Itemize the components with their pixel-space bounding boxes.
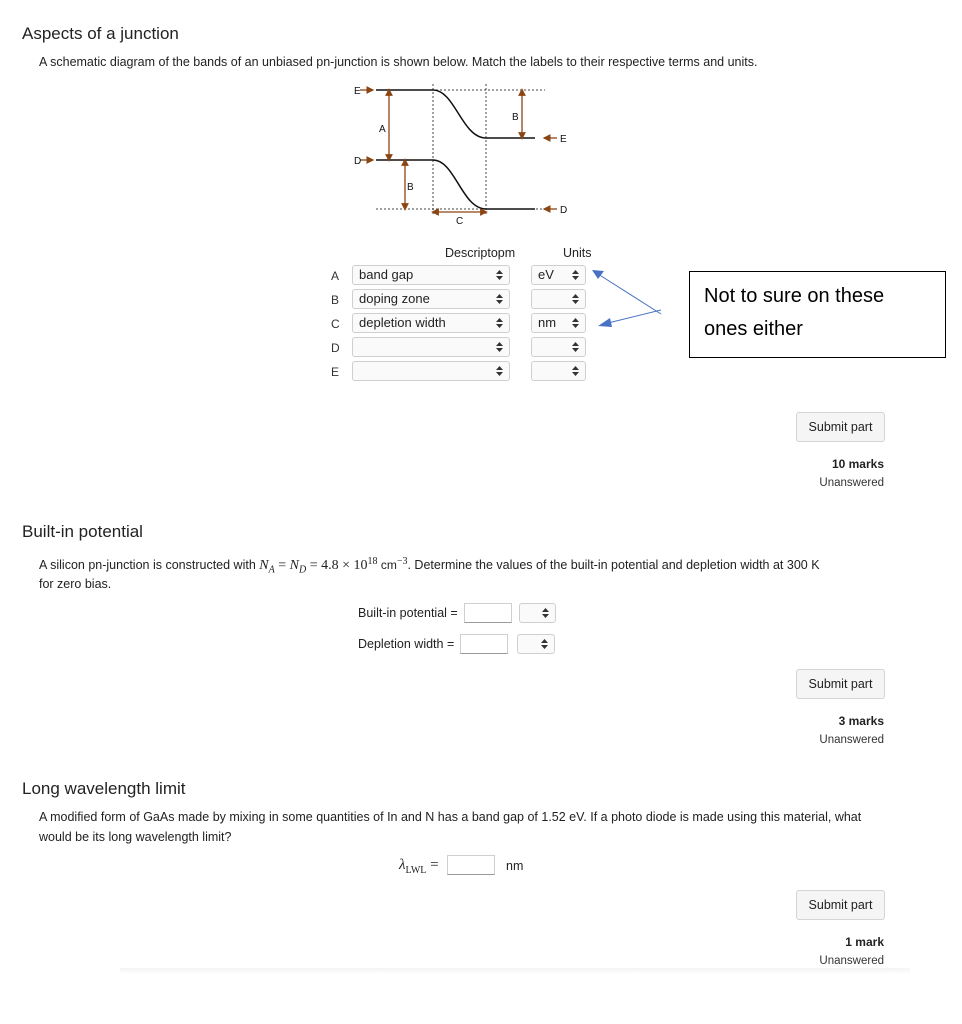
select-arrows-icon — [572, 317, 579, 329]
depletion-width-input[interactable] — [460, 634, 508, 654]
q2-prompt-text: A silicon pn-junction is constructed with — [39, 558, 260, 573]
math-exp-m3: −3 — [396, 556, 408, 567]
q2-prompt-c: for zero bias. — [39, 577, 112, 591]
bottom-shadow-divider — [120, 968, 910, 974]
math-unit-cm: cm — [377, 558, 397, 573]
marks-q1: 10 marks — [831, 457, 884, 471]
row-label-c: C — [331, 317, 340, 331]
status-q3: Unanswered — [819, 955, 884, 967]
unit-select-b[interactable] — [531, 289, 586, 309]
q2-prompt — [39, 552, 820, 581]
description-select-value: band gap — [359, 267, 414, 282]
unit-select-a[interactable] — [531, 265, 586, 285]
q2-title: Built-in potential — [22, 522, 143, 541]
annotation-line-upper — [598, 274, 661, 314]
diagram-label-b-lower: B — [407, 182, 414, 193]
marks-q2: 3 marks — [838, 714, 884, 728]
description-select-e[interactable] — [352, 361, 510, 381]
depletion-width-unit-select[interactable] — [517, 634, 555, 654]
submit-part-button-q3[interactable]: Submit part — [796, 890, 885, 920]
description-select-a[interactable] — [352, 265, 510, 285]
select-arrows-icon — [496, 317, 503, 329]
unit-select-e[interactable] — [531, 361, 586, 381]
math-lambda-sub: LWL — [405, 865, 427, 876]
description-select-value: doping zone — [359, 291, 430, 306]
annotation-arrowhead-upper — [592, 270, 604, 279]
math-eq1: = — [274, 558, 290, 574]
annotation-note: Not to sure on these ones either — [689, 271, 946, 358]
select-arrows-icon — [572, 365, 579, 377]
unit-select-c[interactable] — [531, 313, 586, 333]
row-label-a: A — [331, 269, 340, 283]
select-arrows-icon — [496, 365, 503, 377]
description-select-b[interactable] — [352, 289, 510, 309]
status-q1: Unanswered — [819, 477, 884, 489]
select-arrows-icon — [542, 607, 549, 619]
select-arrows-icon — [541, 638, 548, 650]
submit-part-button-q2[interactable]: Submit part — [796, 669, 885, 699]
annotation-line-lower — [608, 310, 661, 323]
row-label-d: D — [331, 341, 340, 355]
unit-select-value: nm — [538, 315, 557, 330]
diagram-label-d-left: D — [354, 156, 362, 167]
select-arrows-icon — [496, 269, 503, 281]
math-lambda: λ — [399, 857, 406, 873]
select-arrows-icon — [496, 293, 503, 305]
q1-prompt: A schematic diagram of the bands of an unbiased pn-junction is shown below. Match the labels to their respective terms and units. — [39, 55, 758, 69]
diagram-label-a: A — [379, 124, 386, 135]
select-arrows-icon — [496, 341, 503, 353]
math-exp-18: 18 — [367, 556, 378, 567]
unit-select-d[interactable] — [531, 337, 586, 357]
q3-prompt-a: A modified form of GaAs made by mixing in some quantities of In and N has a band gap of 1.52 eV. If a photo diode is made using this material, what — [39, 810, 862, 824]
submit-part-button-q1[interactable]: Submit part — [796, 412, 885, 442]
built-in-potential-input[interactable] — [464, 603, 512, 623]
built-in-potential-unit-select[interactable] — [519, 603, 556, 623]
annotation-arrowhead-lower — [598, 318, 612, 327]
math-na: N — [259, 558, 269, 574]
math-eq2: = 4.8 × 10 — [306, 558, 368, 574]
unit-select-value: eV — [538, 267, 554, 282]
long-wavelength-input[interactable] — [447, 855, 495, 875]
depletion-width-label: Depletion width = — [358, 637, 455, 651]
q3-prompt-b: would be its long wavelength limit? — [39, 830, 232, 844]
q2-prompt-text-b: . Determine the values of the built-in potential and depletion width at 300 K — [407, 558, 820, 573]
annotation-arrows — [586, 262, 676, 334]
row-label-b: B — [331, 293, 340, 307]
column-header-description: Descriptopm — [445, 246, 516, 260]
diagram-label-b-upper: B — [512, 112, 519, 123]
built-in-potential-label: Built-in potential = — [358, 606, 458, 620]
diagram-label-e-left: E — [354, 86, 361, 97]
diagram-label-d-right: D — [560, 205, 568, 216]
row-label-e: E — [331, 365, 340, 379]
select-arrows-icon — [572, 293, 579, 305]
q3-title: Long wavelength limit — [22, 779, 186, 798]
math-na-sub: A — [268, 564, 275, 576]
math-nd-sub: D — [298, 564, 307, 576]
lambda-lwl-label — [399, 857, 439, 876]
description-select-d[interactable] — [352, 337, 510, 357]
diagram-label-c: C — [456, 216, 464, 227]
long-wavelength-unit: nm — [506, 859, 524, 873]
q1-title: Aspects of a junction — [22, 24, 179, 43]
math-nd: N — [289, 558, 299, 574]
description-select-c[interactable] — [352, 313, 510, 333]
description-select-value: depletion width — [359, 315, 446, 330]
math-equals: = — [430, 857, 439, 873]
valence-band-curve — [376, 160, 535, 209]
marks-q3: 1 mark — [845, 935, 884, 949]
column-header-units: Units — [563, 246, 592, 260]
select-arrows-icon — [572, 269, 579, 281]
select-arrows-icon — [572, 341, 579, 353]
status-q2: Unanswered — [819, 734, 884, 746]
band-diagram — [340, 80, 580, 230]
diagram-label-e-right: E — [560, 134, 567, 145]
